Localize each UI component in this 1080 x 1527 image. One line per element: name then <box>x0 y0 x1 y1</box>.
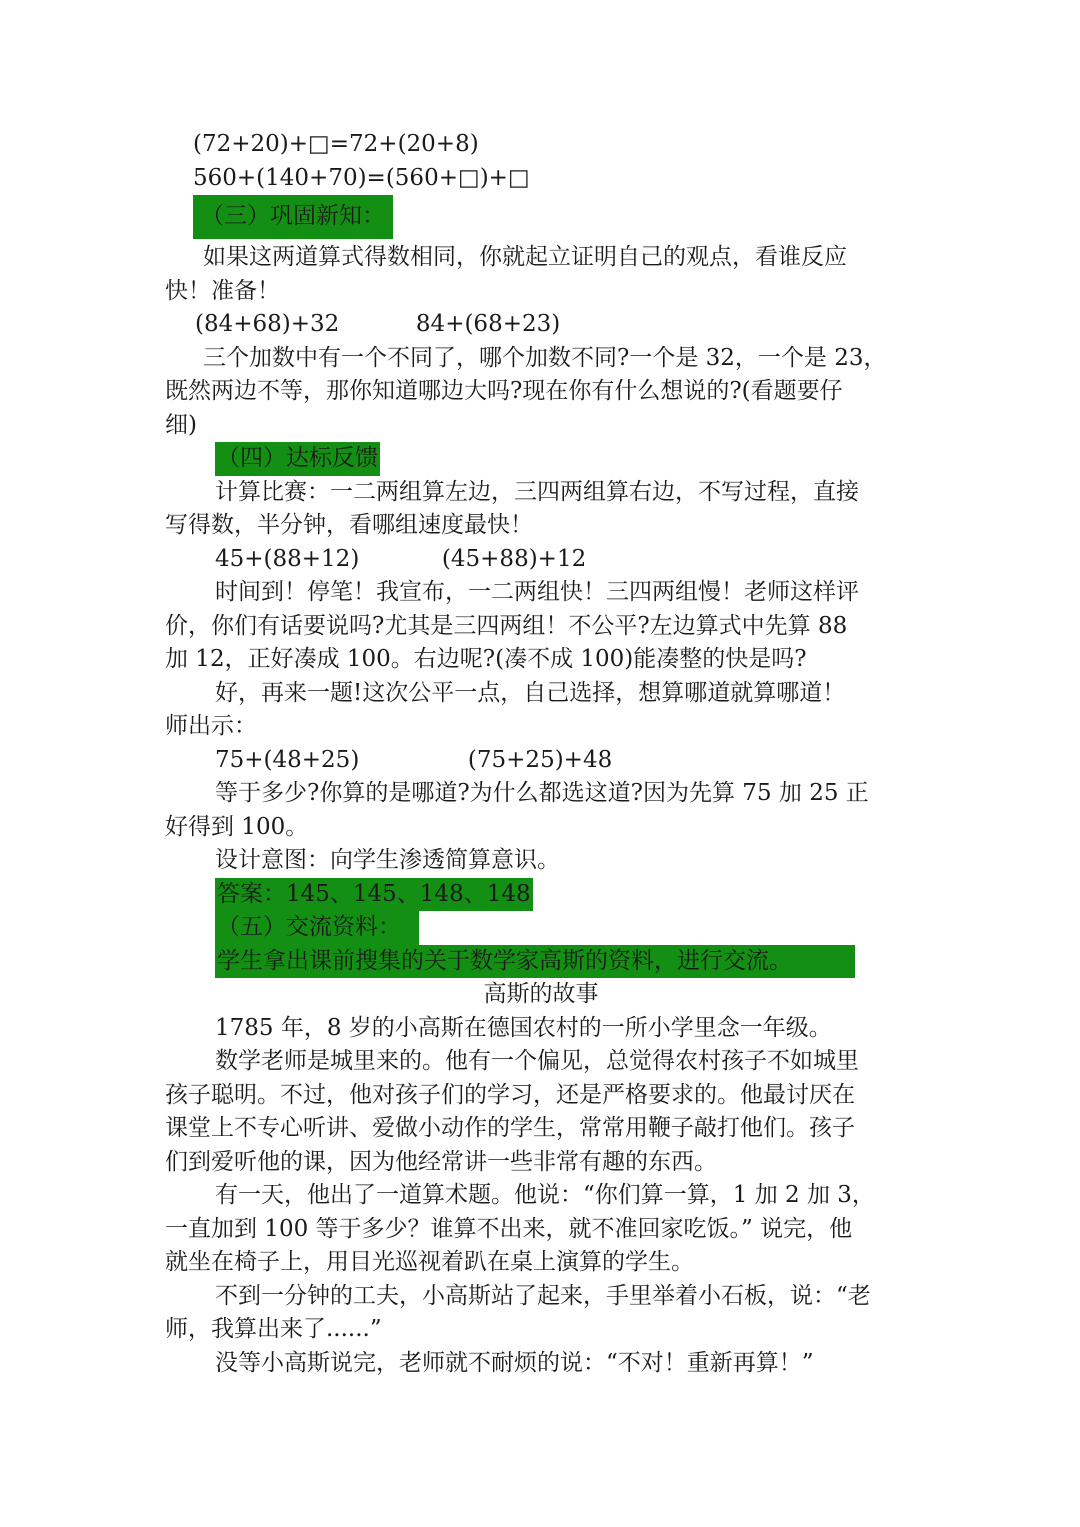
paragraph-line <box>165 409 917 443</box>
paragraph-text: 等于多少?你算的是哪道?为什么都选这道?因为先算 75 加 25 正 <box>215 780 869 806</box>
paragraph-line <box>165 844 917 878</box>
paragraph-text: 师出示： <box>165 713 257 739</box>
highlight-line <box>165 878 917 912</box>
story-line <box>165 1347 917 1381</box>
story-title-line <box>165 978 917 1012</box>
expression-1a: (84+68)+32 <box>195 311 340 337</box>
student-exchange-highlight: 学生拿出课前搜集的关于数学家高斯的资料，进行交流。 <box>215 945 855 979</box>
section-heading-line <box>165 442 917 476</box>
paragraph-line <box>165 342 917 376</box>
section-4-heading: （四）达标反馈 <box>215 442 380 476</box>
equation-line <box>165 128 917 162</box>
design-intent-text: 设计意图：向学生渗透简算意识。 <box>215 847 560 873</box>
story-text: 1785 年，8 岁的小高斯在德国农村的一所小学里念一年级。 <box>215 1014 832 1041</box>
paragraph-line <box>165 576 917 610</box>
story-text: 孩子聪明。不过，他对孩子们的学习，还是严格要求的。他最讨厌在 <box>165 1081 855 1108</box>
paragraph-text: 价，你们有话要说吗?尤其是三四两组！不公平?左边算式中先算 88 <box>165 612 848 639</box>
paragraph-text: 计算比赛：一二两组算左边，三四两组算右边，不写过程，直接 <box>215 478 859 505</box>
paragraph-line <box>165 610 917 644</box>
story-line <box>165 1012 917 1046</box>
paragraph-line <box>165 241 917 275</box>
expression-line <box>165 308 917 342</box>
equation-1: (72+20)+□=72+(20+8) <box>193 131 479 157</box>
story-line <box>165 1246 917 1280</box>
story-text: 有一天，他出了一道算术题。他说：“你们算一算，1 加 2 加 3， <box>215 1182 875 1208</box>
highlight-line <box>165 945 917 979</box>
story-line <box>165 1179 917 1213</box>
paragraph-line <box>165 677 917 711</box>
paragraph-text: 好，再来一题!这次公平一点，自己选择，想算哪道就算哪道！ <box>215 679 846 706</box>
paragraph-line <box>165 509 917 543</box>
story-line <box>165 1112 917 1146</box>
section-3-heading: （三）巩固新知： <box>193 195 393 239</box>
section-5-heading: （五）交流资料： <box>215 911 419 945</box>
paragraph-text: 细) <box>165 411 197 438</box>
story-text: 数学老师是城里来的。他有一个偏见，总觉得农村孩子不如城里 <box>215 1048 859 1074</box>
paragraph-text: 既然两边不等，那你知道哪边大吗?现在你有什么想说的?(看题要仔 <box>165 378 843 404</box>
expression-2b: (45+88)+12 <box>441 545 587 572</box>
expression-1b: 84+(68+23) <box>415 311 561 337</box>
story-text: 就坐在椅子上，用目光巡视着趴在桌上演算的学生。 <box>165 1249 694 1275</box>
section-heading-line <box>165 195 917 241</box>
expression-3b: (75+25)+48 <box>467 746 613 773</box>
paragraph-line <box>165 375 917 409</box>
paragraph-text: 三个加数中有一个不同了，哪个加数不同?一个是 32，一个是 23， <box>203 344 887 371</box>
answer-highlight: 答案：145、145、148、148 <box>215 878 533 912</box>
paragraph-line <box>165 275 917 309</box>
story-text: 不到一分钟的工夫，小高斯站了起来，手里举着小石板，说：“老 <box>215 1282 871 1309</box>
expression-3a: 75+(48+25) <box>215 746 360 773</box>
story-text: 师，我算出来了......” <box>165 1316 382 1342</box>
paragraph-line <box>165 811 917 845</box>
story-line <box>165 1045 917 1079</box>
equation-line <box>165 162 917 196</box>
paragraph-text: 快！准备！ <box>165 277 280 304</box>
paragraph-text: 写得数，半分钟，看哪组速度最快！ <box>165 512 533 538</box>
equation-2: 560+(140+70)=(560+□)+□ <box>193 164 530 191</box>
expression-line <box>165 744 917 778</box>
story-line <box>165 1146 917 1180</box>
paragraph-line <box>165 777 917 811</box>
paragraph-text: 如果这两道算式得数相同，你就起立证明自己的观点，看谁反应 <box>203 244 847 270</box>
paragraph-line <box>165 710 917 744</box>
story-text: 一直加到 100 等于多少？谁算不出来，就不准回家吃饭。” 说完，他 <box>165 1215 853 1242</box>
highlight-line <box>165 911 917 945</box>
story-title: 高斯的故事 <box>483 981 599 1007</box>
paragraph-text: 好得到 100。 <box>165 813 309 840</box>
expression-line <box>165 543 917 577</box>
paragraph-text: 加 12，正好凑成 100。右边呢?(凑不成 100)能凑整的快是吗? <box>165 646 807 672</box>
story-text: 们到爱听他的课，因为他经常讲一些非常有趣的东西。 <box>165 1148 717 1175</box>
expression-2a: 45+(88+12) <box>215 545 360 572</box>
story-line <box>165 1313 917 1347</box>
story-line <box>165 1213 917 1247</box>
document-page <box>165 128 917 1380</box>
story-line <box>165 1079 917 1113</box>
story-line <box>165 1280 917 1314</box>
story-text: 课堂上不专心听讲、爱做小动作的学生，常常用鞭子敲打他们。孩子 <box>165 1115 855 1141</box>
paragraph-line <box>165 476 917 510</box>
paragraph-line <box>165 643 917 677</box>
story-text: 没等小高斯说完，老师就不耐烦的说：“不对！重新再算！” <box>215 1349 814 1376</box>
paragraph-text: 时间到！停笔！我宣布，一二两组快！三四两组慢！老师这样评 <box>215 579 859 605</box>
